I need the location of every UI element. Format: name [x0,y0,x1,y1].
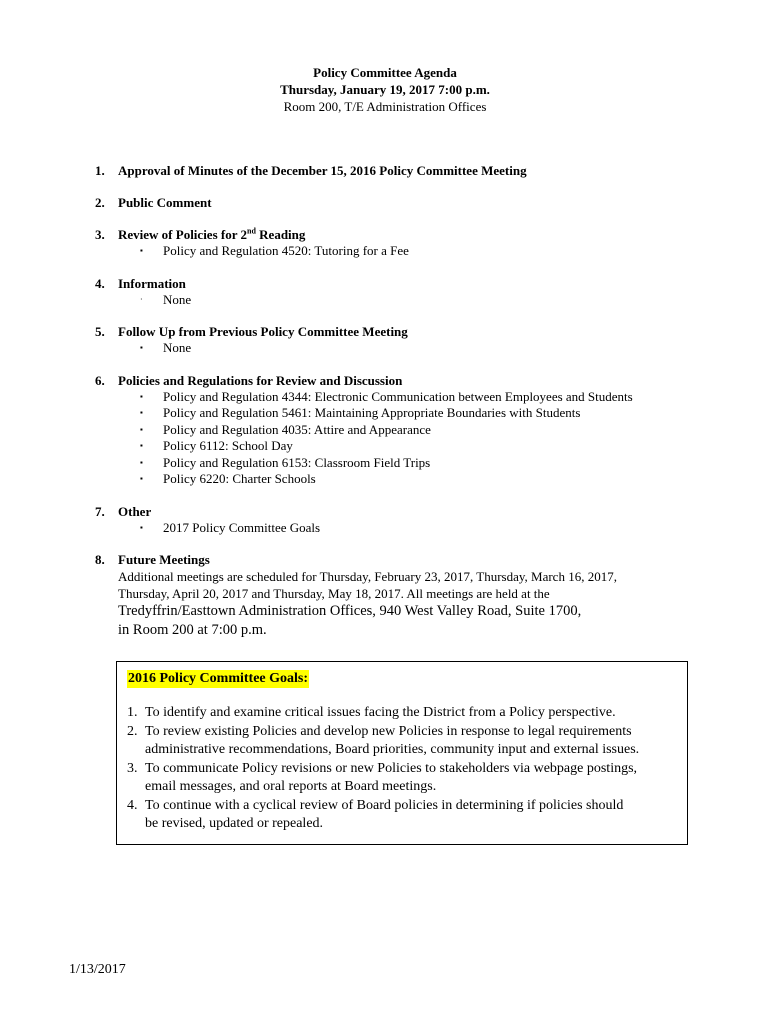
item-label: Follow Up from Previous Policy Committee Meeting [118,324,408,339]
meeting-datetime: Thursday, January 19, 2017 7:00 p.m. [280,82,490,97]
list-item-text: None [163,340,192,355]
footer-date: 1/13/2017 [69,962,126,977]
list-item [95,422,735,439]
bullet-icon: ▪ [140,457,143,467]
agenda-item-8 [95,551,735,640]
list-item-text: Policy and Regulation 5461: Maintaining Appropriate Boundaries with Students [163,405,581,420]
agenda-item-7 [95,503,735,537]
sub-list [95,292,735,309]
list-item-text: Policy and Regulation 6153: Classroom Field Trips [163,454,431,470]
goal-item [127,723,682,760]
item-number: 8. [95,552,105,567]
item-label [118,226,305,243]
goal-line: To communicate Policy revisions or new Policies to stakeholders via webpage postings, [145,760,638,776]
bullet-icon: ▪ [140,424,143,434]
goal-line: To continue with a cyclical review of Board policies in determining if policies should [145,797,624,813]
future-meetings-line: Additional meetings are scheduled for Thursday, February 23, 2017, Thursday, March 16, 2017, [118,569,617,584]
page-title: Policy Committee Agenda [313,65,457,80]
list-item [95,292,735,309]
sub-list [95,243,735,260]
list-item-text: Policy and Regulation 4344: Electronic Communication between Employees and Students [163,388,633,404]
goal-text [145,723,639,760]
agenda-item-2 [95,194,735,211]
bullet-icon: ▪ [140,391,143,401]
item-label: Approval of Minutes of the December 15, 2016 Policy Committee Meeting [118,163,527,178]
future-meetings-line: Tredyffrin/Easttown Administration Offices, 940 West Valley Road, Suite 1700, [118,603,582,619]
goal-line: email messages, and oral reports at Board meetings. [145,779,437,794]
future-meetings-line: in Room 200 at 7:00 p.m. [118,622,267,638]
item-number: 2. [95,195,105,210]
goal-item [127,797,682,834]
goal-text [145,760,637,797]
goal-line: To review existing Policies and develop new Policies in response to legal requirements [145,723,632,739]
goal-number: 4. [127,797,138,813]
item-number: 3. [95,227,105,242]
list-item-text: 2017 Policy Committee Goals [163,519,321,535]
bullet-icon: ▪ [140,441,143,450]
item-label-post: Reading [255,227,306,242]
list-item [95,520,735,537]
item-number: 4. [95,275,105,291]
list-item-text: Policy 6112: School Day [163,438,293,453]
bullet-icon: ▪ [140,522,143,532]
goal-number: 3. [127,760,138,776]
item-label: Future Meetings [118,552,210,567]
agenda-item-4 [95,275,735,309]
agenda-list [95,162,735,655]
bullet-icon: ▪ [140,474,143,483]
agenda-item-3 [95,226,735,260]
agenda-header [0,64,770,115]
item-number: 5. [95,324,105,339]
list-item [95,438,735,455]
goal-line: be revised, updated or repealed. [145,816,324,831]
sub-list [95,389,735,488]
item-number: 6. [95,372,105,388]
sub-list [95,520,735,537]
ordinal-suffix: nd [247,226,256,236]
list-item-text: None [163,291,192,307]
list-item [95,340,735,357]
goal-number: 1. [127,705,138,720]
item-label: Other [118,503,152,519]
list-item [95,455,735,472]
agenda-item-5 [95,323,735,357]
bullet-icon: ▪ [140,408,143,417]
goals-box [116,661,688,845]
meeting-location: Room 200, T/E Administration Offices [283,99,487,114]
goal-item [127,760,682,797]
goal-line: administrative recommendations, Board priorities, community input and external issues. [145,742,640,757]
goal-text [145,704,616,723]
item-label: Public Comment [118,195,212,210]
list-item-text: Policy and Regulation 4520: Tutoring for a Fee [163,243,409,258]
item-label: Information [118,275,186,291]
future-meetings-line: Thursday, April 20, 2017 and Thursday, May 18, 2017. All meetings are held at the [118,586,550,601]
item-label: Policies and Regulations for Review and Discussion [118,372,403,388]
goal-number: 2. [127,723,138,739]
agenda-item-1 [95,162,735,179]
list-item [95,471,735,488]
item-number: 1. [95,163,105,178]
bullet-icon: ▪ [140,246,143,255]
item-label-pre: Review of Policies for 2 [118,227,247,242]
goal-line: To identify and examine critical issues facing the District from a Policy perspective. [145,705,616,720]
list-item [95,389,735,406]
goal-text [145,797,623,834]
bullet-icon: ▪ [140,343,143,352]
list-item-text: Policy and Regulation 4035: Attire and Appearance [163,421,431,437]
goal-item [127,704,682,723]
list-item [95,243,735,260]
goals-list [127,704,682,834]
goals-title: 2016 Policy Committee Goals: [128,671,309,686]
list-item-text: Policy 6220: Charter Schools [163,471,316,486]
item-number: 7. [95,503,105,519]
list-item [95,405,735,422]
bullet-icon: · [140,294,143,304]
agenda-item-6 [95,372,735,488]
sub-list [95,340,735,357]
